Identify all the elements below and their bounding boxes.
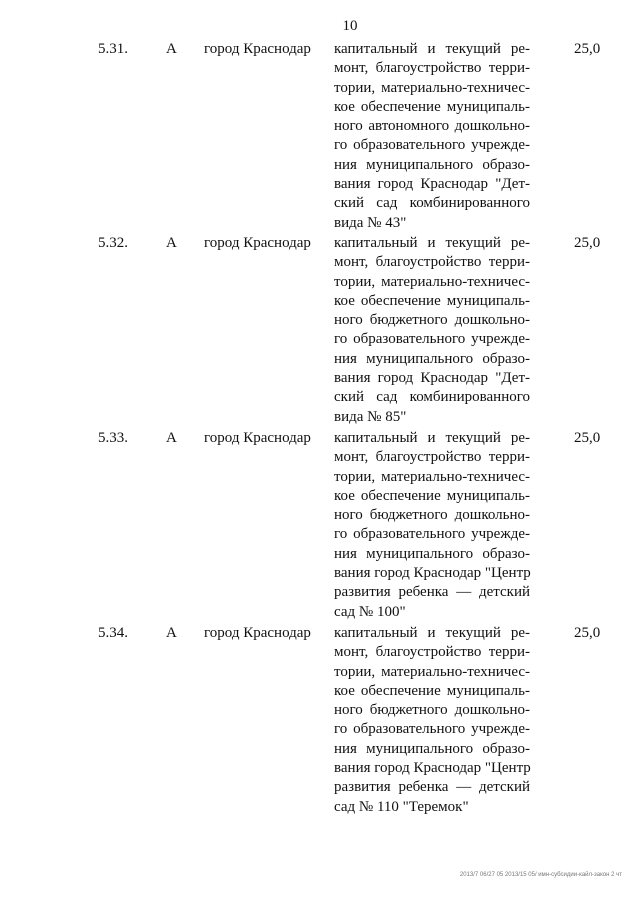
description-line: сад № 110 "Теремок": [334, 798, 469, 815]
description-line: тории, материально-техничес-: [334, 79, 530, 96]
description-line: го образовательного учрежде-: [334, 526, 530, 543]
row-description: [334, 624, 530, 817]
row-number: 5.34.: [98, 625, 128, 641]
row-description: [334, 429, 530, 622]
description-line: капитальный и текущий ре-: [334, 235, 530, 251]
description-line: ский сад комбинированного: [334, 195, 530, 212]
row-number: 5.31.: [98, 41, 128, 57]
row-number: 5.33.: [98, 430, 128, 446]
description-line: ния муниципального образо-: [334, 740, 530, 757]
row-number: 5.32.: [98, 235, 128, 251]
row-value: 25,0: [574, 625, 601, 641]
description-line: ния муниципального образо-: [334, 350, 530, 367]
description-line: капитальный и текущий ре-: [334, 430, 530, 446]
description-line: го образовательного учрежде-: [334, 331, 530, 348]
description-line: ния муниципального образо-: [334, 545, 530, 562]
description-line: вида № 85": [334, 408, 407, 425]
description-line: вания город Краснодар "Центр: [334, 565, 531, 582]
row-value: 25,0: [574, 430, 601, 446]
description-line: монт, благоустройство терри-: [334, 644, 530, 661]
description-line: кое обеспечение муниципаль-: [334, 487, 530, 504]
document-footer: 2013/7 06/27 05 2013/15 05/ имн-субсидии-кайл-закон 2 чт: [459, 872, 622, 878]
description-line: вания город Краснодар "Дет-: [334, 370, 530, 387]
description-line: вания город Краснодар "Центр: [334, 760, 531, 777]
row-category: А: [166, 625, 177, 641]
description-line: вания город Краснодар "Дет-: [334, 176, 530, 193]
description-line: го образовательного учрежде-: [334, 721, 530, 738]
row-description: [334, 234, 530, 427]
description-line: ного автономного дошкольно-: [334, 118, 530, 135]
description-line: кое обеспечение муниципаль-: [334, 682, 530, 699]
description-line: монт, благоустройство терри-: [334, 60, 530, 77]
row-category: А: [166, 235, 177, 251]
description-line: го образовательного учрежде-: [334, 137, 530, 154]
row-city: город Краснодар: [204, 625, 311, 641]
description-line: монт, благоустройство терри-: [334, 254, 530, 271]
description-line: тории, материально-техничес-: [334, 468, 530, 485]
description-line: кое обеспечение муниципаль-: [334, 292, 530, 309]
description-line: ский сад комбинированного: [334, 389, 530, 406]
row-description: [334, 40, 530, 233]
description-line: кое обеспечение муниципаль-: [334, 98, 530, 115]
description-line: ного бюджетного дошкольно-: [334, 312, 530, 329]
description-line: сад № 100": [334, 603, 406, 620]
row-value: 25,0: [574, 41, 601, 57]
description-line: ного бюджетного дошкольно-: [334, 507, 530, 524]
description-line: ного бюджетного дошкольно-: [334, 702, 530, 719]
description-line: вида № 43": [334, 214, 407, 231]
description-line: развития ребенка — детский: [334, 779, 530, 796]
row-city: город Краснодар: [204, 430, 311, 446]
description-line: ния муниципального образо-: [334, 156, 530, 173]
row-city: город Краснодар: [204, 235, 311, 251]
row-category: А: [166, 41, 177, 57]
row-city: город Краснодар: [204, 41, 311, 57]
page-number: 10: [342, 18, 358, 34]
description-line: монт, благоустройство терри-: [334, 449, 530, 466]
row-category: А: [166, 430, 177, 446]
description-line: тории, материально-техничес-: [334, 663, 530, 680]
row-value: 25,0: [574, 235, 601, 251]
description-line: капитальный и текущий ре-: [334, 625, 530, 641]
description-line: развития ребенка — детский: [334, 584, 530, 601]
description-line: капитальный и текущий ре-: [334, 41, 530, 57]
description-line: тории, материально-техничес-: [334, 273, 530, 290]
